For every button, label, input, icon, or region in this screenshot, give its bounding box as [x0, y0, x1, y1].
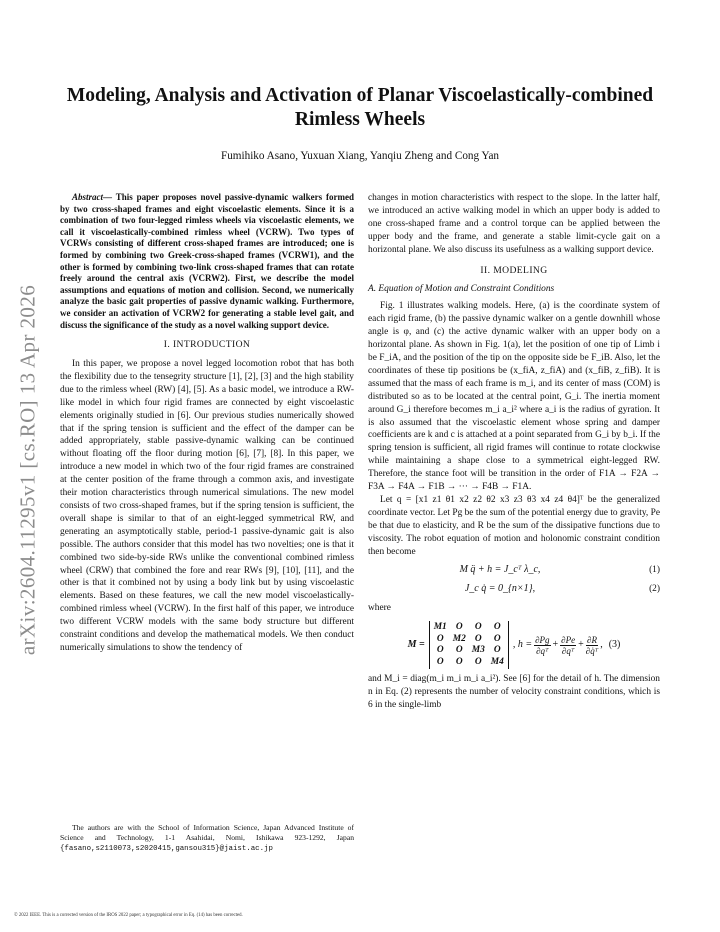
equation-2-number: (2)	[649, 584, 660, 595]
paper-title: Modeling, Analysis and Activation of Planar Viscoelastically-combined Rimless Wheels	[66, 85, 654, 130]
mass-matrix	[429, 621, 509, 669]
equation-2	[368, 583, 660, 596]
intro-continuation-paragraph: changes in motion characteristics with respect to the slope. In the latter half, we introduced an active walking model in which an upper body is added to one cross-shaped frame and a control torque can be applied between the upper body and the frame, and generate a stable limit-cycle gait on a horizontal plane. We also discuss its usefulness as a walking support device.	[368, 193, 660, 255]
matrix-cell: O	[474, 656, 482, 667]
h-lhs: , h =	[512, 638, 533, 650]
right-column	[368, 192, 660, 712]
matrix-cell: O	[436, 645, 444, 656]
matrix-cell: M2	[452, 633, 466, 644]
equation-3: M = M1 O O O O M2 O O O O M3 O O O O M4 , h = $\frac{\partial Pg}{\text{∂qᵀ}}$ + $\frac{\partial Pe}{\text{∂qᵀ}}$ + $\frac{\partial R}{\text{∂q̇ᵀ}}$ , (3)	[368, 621, 660, 669]
arxiv-identifier: arXiv:2604.11295v1 [cs.RO] 13 Apr 2026	[15, 284, 40, 656]
modeling-paragraph-3: and M_i = diag(m_i m_i m_i a_i²). See [6] for the detail of h. The dimension n in Eq. (2) represents the number of velocity constraint conditions, which is 6 in the single-limb	[368, 674, 660, 710]
left-column	[60, 192, 354, 655]
matrix-cell: M1	[433, 622, 447, 633]
author-footnote	[60, 823, 354, 854]
fraction-elastic: $\frac{\partial Pe}{\text{∂qᵀ}}$	[561, 634, 576, 656]
fraction-gravity: $\frac{\partial Pg}{\text{∂qᵀ}}$	[535, 634, 550, 656]
introduction-paragraph: In this paper, we propose a novel legged locomotion robot that has both the flexibility due to the tensegrity structure [1], [2], [3] and the high stability due to the rimless wheel (RW) [4], [5]. As a basic model, we introduce a RW-like model in which four rigid frames are connected by eight viscoelastic elements originally studied in [6]. Our previous studies numerically showed that if the spring tension is sufficient and the effect of the damper can be added appropriately, stable passive-dynamic walking can be continued without floating off the floor during motion [6], [7], [8]. In this paper, we introduce a new model in which two of the four rigid frames are constrained at the center position of the frame through a common axis, and investigate their motion characteristics through numerical simulations. The new model consists of two cross-shaped frames, but if the spring tension is sufficient, the overall shape is similar to that of an eight-legged symmetrical RW, and generating an asymptotically stable, period-1 passive-dynamic gait is also possible. The authors consider that this model has two novelties; one is that it combined two side-by-side RWs unlike the conventional combined rimless wheel (CRW) that combined the fore and rear RWs [9], [10], [11], and the other is that it combined not by using a body link but by using viscoelastic elements. Based on these features, we call the new model viscoelastically-combined rimless wheel (VCRW). In the first half of this paper, we introduce two different VCRW models with the same body structure but different constraint conditions and develop the mathematical models. We then conduct numerically simulations to show the tendency of	[60, 359, 354, 653]
subsection-heading: A. Equation of Motion and Constraint Conditions	[368, 284, 555, 295]
modeling-paragraph-1: Fig. 1 illustrates walking models. Here, (a) is the coordinate system of each rigid frame, (b) the passive dynamic walker on a gentle downhill whose angle is φ, and (c) the active dynamic walker with an upper body on a horizontal plane. As shown in Fig. 1(a), let the position of one tip of Limb i be F_iA, and the position of the tip on the opposite side be F_iB. Also, let the coordinates of these tip positions be (x_fiA, z_fiA) and (x_fiB, z_fiB). It is assumed that the mass of each frame is m_i, and its center of mass (COM) is distributed so as to be located at the central point, G_i. The inertia moment around G_i therefore becomes m_i a_i² where a_i is the radius of gyration. It is also assumed that the viscoelastic element whose spring and damper coefficients are k and c is attached at a point separated from G_i by b_i. If the spring tension is sufficient, all rigid frames will continue to rotate clockwise while maintaining a shape close to a symmetrical eight-legged RW. Therefore, the stance foot will be transition in the order of F1A → F2A → F3A → F4A → F1B → ··· → F4B → F1A.	[368, 301, 660, 493]
matrix-cell: O	[455, 656, 463, 667]
equation-1	[368, 564, 660, 577]
equation-1-body: M q̈ + h = J_cᵀ λ_c,	[459, 564, 541, 576]
matrix-cell: M4	[490, 656, 504, 667]
equation-2-body: J_c q̇ = 0_{n×1},	[464, 583, 536, 595]
matrix-cell: O	[474, 622, 482, 633]
matrix-cell: O	[455, 645, 463, 656]
footnote-emails: {fasano,s2110073,s2020415,gansou315}@jaist.ac.jp	[60, 845, 273, 853]
abstract	[60, 192, 354, 331]
paper-authors: Fumihiko Asano, Yuxuan Xiang, Yanqiu Zheng and Cong Yan	[220, 150, 500, 162]
where-text: where	[368, 603, 391, 614]
modeling-paragraph-2: Let q = [x1 z1 θ1 x2 z2 θ2 x3 z3 θ3 x4 z4 θ4]ᵀ be the generalized coordinate vector. Let Pg be the sum of the potential energy due to gravity, Pe be that due to elasticity, and R be the sum of the dissipative functions due to viscosity. The robot equation of motion and holonomic constraint condition then become	[368, 494, 660, 557]
section-heading-modeling: II. MODELING	[480, 264, 548, 276]
matrix-cell: O	[493, 645, 501, 656]
matrix-cell: O	[493, 633, 501, 644]
equation-1-number: (1)	[649, 565, 660, 576]
equation-3-number: (3)	[608, 638, 621, 650]
matrix-cell: O	[455, 622, 463, 633]
abstract-text: — This paper proposes novel passive-dynamic walkers formed by two cross-shaped frames and eight viscoelastic elements. Since it is a combination of two four-legged rimless wheels via viscoelastic elements, we call it viscoelastically-combined rimless wheel (VCRW). Two types of VCRWs consisting of different cross-shaped frames are introduced; one is formed by combining two Greek-cross-shaped frames (VCRW1), and the other is formed by combining two-link cross-shaped frames that can rotate freely around the central axis (VCRW2). First, we describe the model assumptions and equations of motion and collision. Second, we numerically analyze the basic gait properties of passive dynamic walking. Furthermore, we consider an activation of VCRW2 for generating a stable level gait, and discuss the significance of the study as a novel walking support device.	[60, 192, 354, 330]
copyright-notice: © 2022 IEEE. This is a corrected version of the IROS 2022 paper; a typographical error in Eq. (14) has been corrected.	[14, 913, 243, 918]
matrix-cell: O	[474, 633, 482, 644]
matrix-lhs: M =	[407, 638, 425, 650]
fraction-dissipative: $\frac{\partial R}{\text{∂q̇ᵀ}}$	[585, 634, 599, 656]
matrix-cell: O	[493, 622, 501, 633]
abstract-label: Abstract	[72, 192, 104, 202]
matrix-cell: M3	[471, 645, 485, 656]
section-heading-introduction: I. INTRODUCTION	[163, 339, 251, 351]
arxiv-sidebar	[8, 250, 48, 690]
matrix-cell: O	[436, 656, 444, 667]
footnote-affiliation: The authors are with the School of Information Science, Japan Advanced Institute of Science and Technology, 1-1 Asahidai, Nomi, Ishikawa 923-1292, Japan	[60, 823, 354, 842]
matrix-cell: O	[436, 633, 444, 644]
